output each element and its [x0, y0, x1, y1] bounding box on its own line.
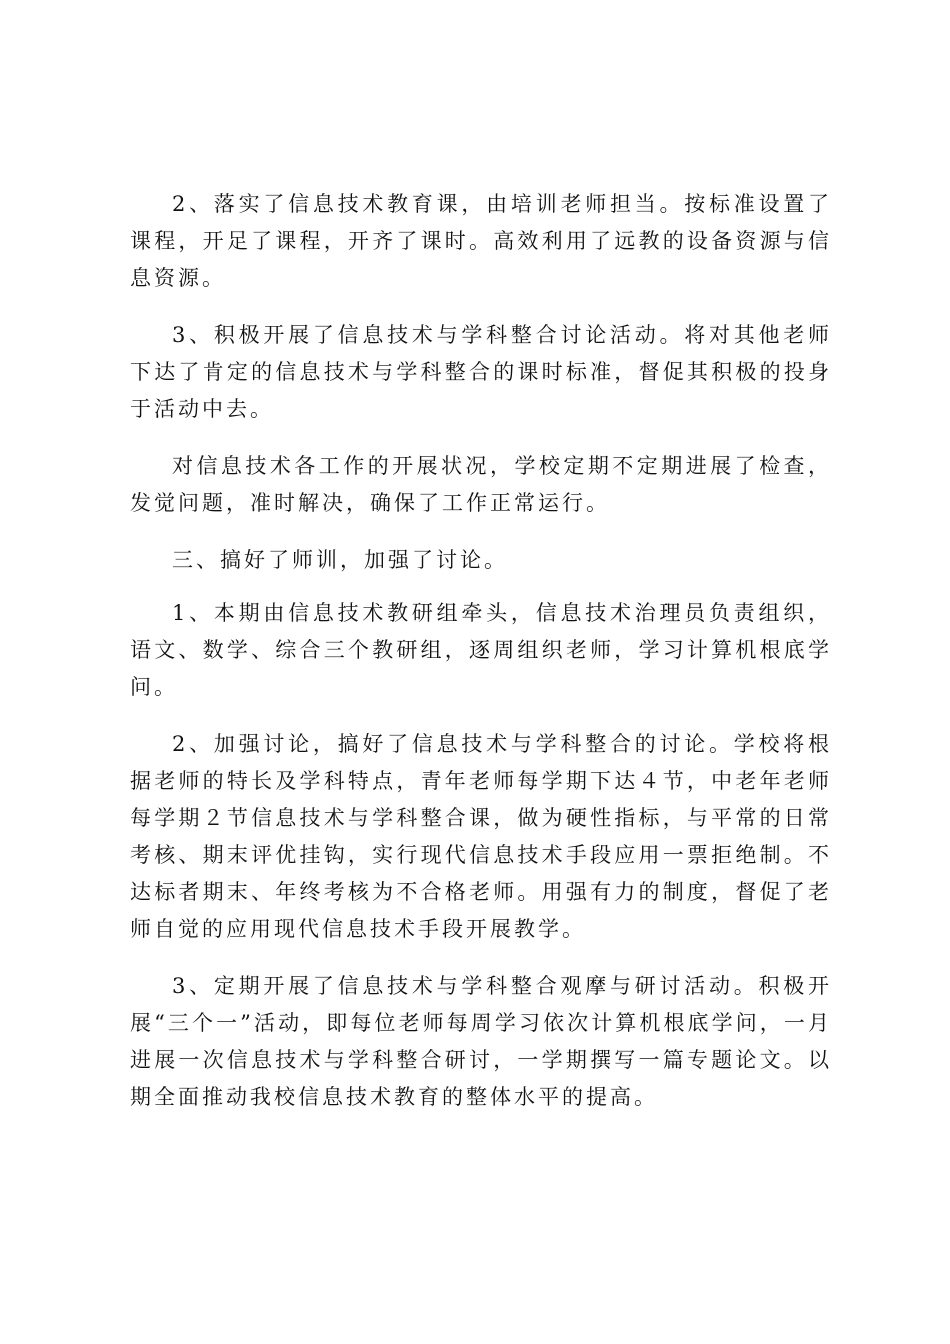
paragraph-course-implementation: 2、落实了信息技术教育课，由培训老师担当。按标准设置了课程，开足了课程，开齐了课时。高效利用了远教的设备资源与信息资源。 — [130, 192, 832, 290]
document-body — [130, 186, 832, 1136]
paragraph-teaching-group: 1、本期由信息技术教研组牵头，信息技术治理员负责组织，语文、数学、综合三个教研组，逐周组织老师，学习计算机根底学问。 — [130, 601, 832, 699]
section-heading-teacher-training: 三、搞好了师训，加强了讨论。 — [172, 548, 508, 572]
paragraph-observation-activity: 3、定期开展了信息技术与学科整合观摩与研讨活动。积极开展“三个一”活动，即每位老师每周学习依次计算机根底学问，一月进展一次信息技术与学科整合研讨，一学期撰写一篇专题论文。以期全面推动我校信息技术教育的整体水平的提高。 — [130, 974, 832, 1109]
paragraph-strengthen-discussion: 2、加强讨论，搞好了信息技术与学科整合的讨论。学校将根据老师的特长及学科特点，青年老师每学期下达４节，中老年老师每学期２节信息技术与学科整合课，做为硬性指标，与平常的日常考核、期末评优挂钩，实行现代信息技术手段应用一票拒绝制。不达标者期末、年终考核为不合格老师。用强有力的制度，督促了老师自觉的应用现代信息技术手段开展教学。 — [130, 732, 832, 941]
paragraph-integration-activity: 3、积极开展了信息技术与学科整合讨论活动。将对其他老师下达了肯定的信息技术与学科整合的课时标准，督促其积极的投身于活动中去。 — [130, 323, 832, 421]
paragraph-inspection: 对信息技术各工作的开展状况，学校定期不定期进展了检查，发觉问题，准时解决，确保了工作正常运行。 — [130, 454, 832, 515]
